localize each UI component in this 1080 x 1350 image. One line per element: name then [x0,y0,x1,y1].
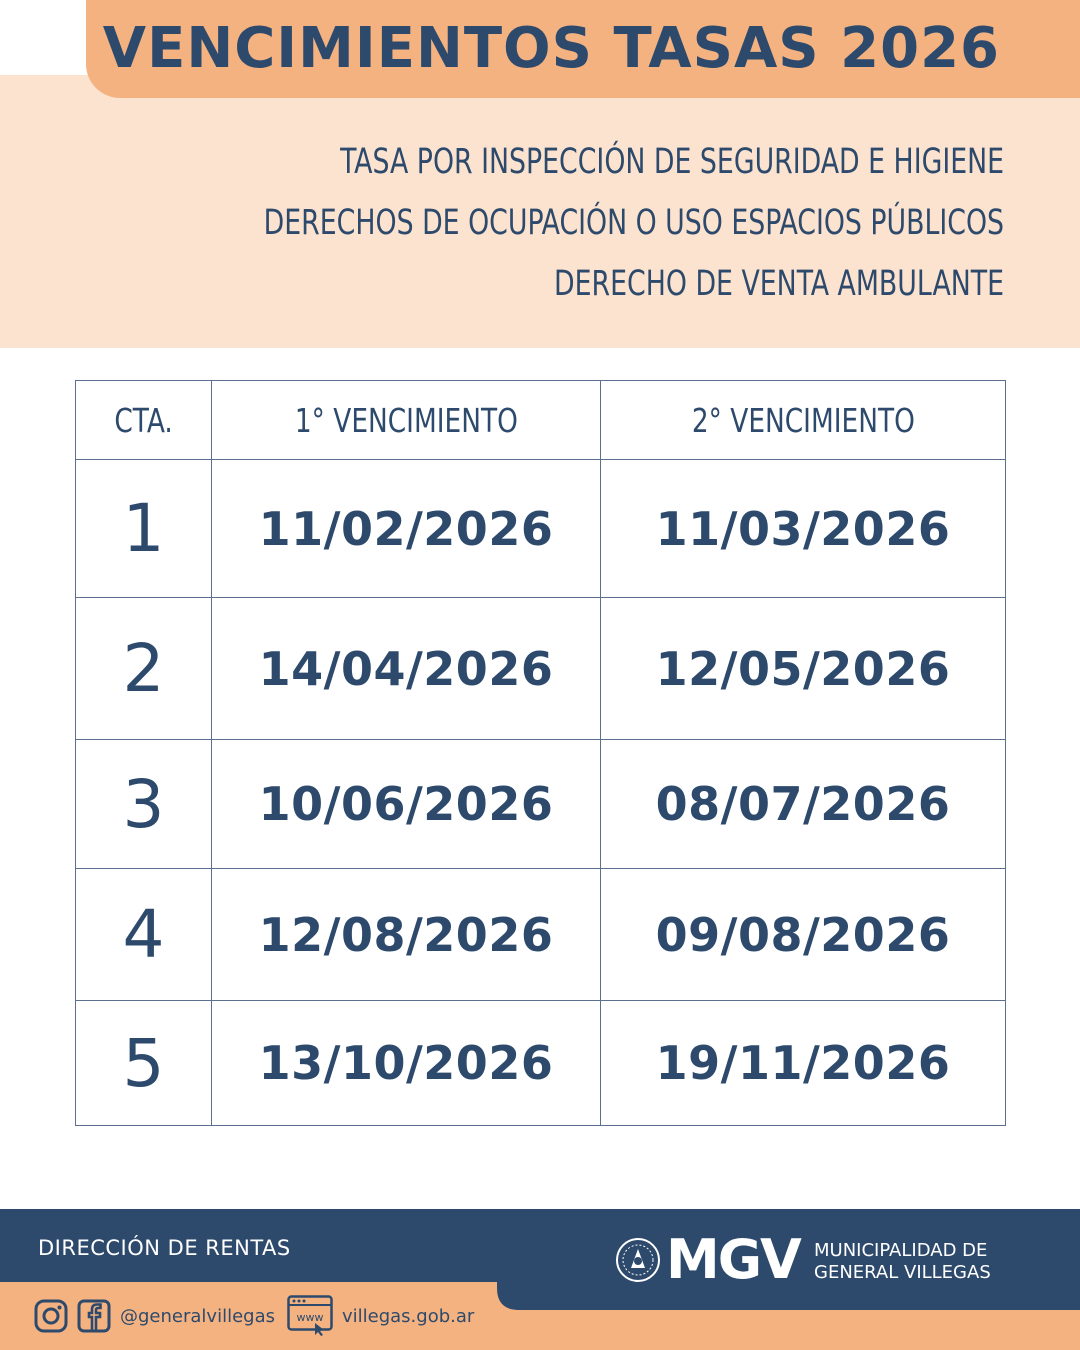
second-due-date: 12/05/2026 [601,598,1006,740]
social-links [34,1296,474,1336]
due-dates-table [75,380,1006,1126]
subtitle-venta-ambulante: DERECHO DE VENTA AMBULANTE [553,264,1004,304]
logo-line-2: GENERAL VILLEGAS [814,1262,991,1283]
column-header-cuota-label: CTA. [114,400,173,440]
page-title: VENCIMIENTOS TASAS 2026 [102,16,1000,81]
first-due-date: 10/06/2026 [212,740,601,869]
table-row [76,1001,1006,1126]
cuota-number: 4 [76,869,212,1001]
cuota-number: 3 [76,740,212,869]
website-link[interactable]: villegas.gob.ar [341,1305,475,1327]
second-due-date: 09/08/2026 [601,869,1006,1001]
department-label: DIRECCIÓN DE RENTAS [38,1236,291,1260]
table-row [76,869,1006,1001]
first-due-date: 13/10/2026 [212,1001,601,1126]
first-due-date: 12/08/2026 [212,869,601,1001]
second-due-date: 19/11/2026 [601,1001,1006,1126]
second-due-date: 08/07/2026 [601,740,1006,869]
cuota-number: 2 [76,598,212,740]
table-row [76,598,1006,740]
header-corner [0,0,90,75]
column-header-second-due [601,381,1006,460]
municipal-seal-icon [615,1237,661,1283]
facebook-icon[interactable] [77,1299,111,1333]
column-header-first-due [212,381,601,460]
www-label: www [296,1311,324,1324]
table-row [76,740,1006,869]
column-header-second-due-label: 2° VENCIMIENTO [691,400,915,440]
first-due-date: 14/04/2026 [212,598,601,740]
first-due-date: 11/02/2026 [212,460,601,598]
logo-municipality-name [814,1240,991,1284]
second-due-date: 11/03/2026 [601,460,1006,598]
subtitle-seguridad-higiene: TASA POR INSPECCIÓN DE SEGURIDAD E HIGIENE [340,142,1004,182]
cuota-number: 1 [76,460,212,598]
subtitle-espacios-publicos: DERECHOS DE OCUPACIÓN O USO ESPACIOS PÚBLICOS [263,203,1004,243]
column-header-cuota [76,381,212,460]
social-handle[interactable]: @generalvillegas [120,1305,275,1327]
cuota-number: 5 [76,1001,212,1126]
subtitle-list [133,132,1004,315]
web-browser-icon[interactable] [287,1295,333,1337]
logo-line-1: MUNICIPALIDAD DE [814,1240,988,1261]
logo-wordmark: MGV [666,1228,800,1291]
instagram-icon[interactable] [34,1299,68,1333]
column-header-first-due-label: 1° VENCIMIENTO [294,400,518,440]
table-row [76,460,1006,598]
table-header-row [76,381,1006,460]
